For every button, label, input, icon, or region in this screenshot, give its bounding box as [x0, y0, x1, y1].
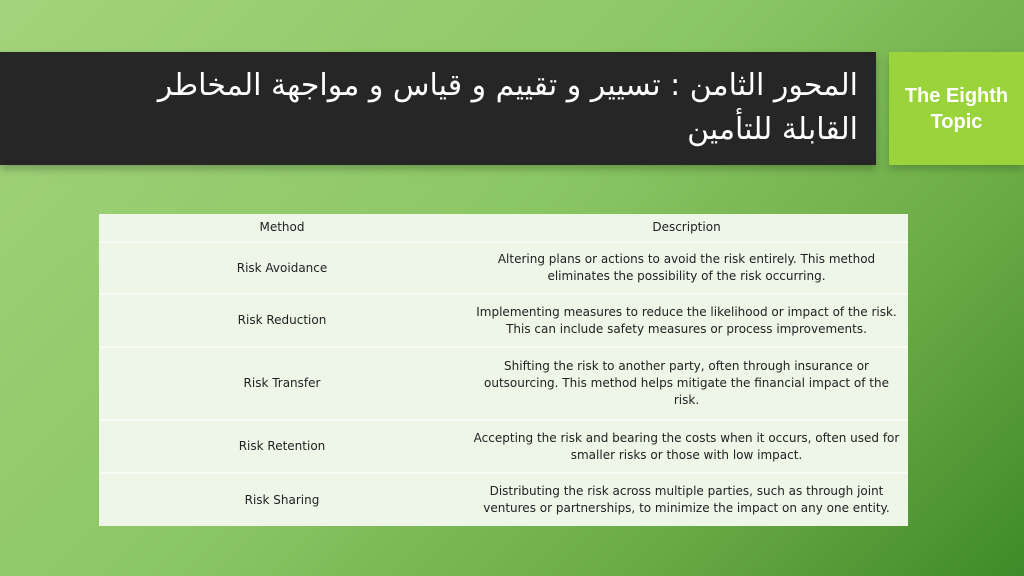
- table-row: [99, 347, 908, 420]
- risk-methods-table-container: [99, 214, 908, 526]
- table-row: [99, 242, 908, 294]
- method-cell: Risk Avoidance: [236, 260, 328, 275]
- description-cell: Shifting the risk to another party, often through insurance or outsourcing. This method helps mitigate the financial impact of the risk.: [484, 359, 889, 407]
- table-row: [99, 420, 908, 473]
- method-cell: Risk Transfer: [243, 376, 321, 390]
- column-header-description: Description: [652, 220, 721, 234]
- description-cell: Altering plans or actions to avoid the risk entirely. This method eliminates the possibility of the risk occurring.: [497, 252, 876, 283]
- topic-badge: [889, 52, 1024, 165]
- table-row: [99, 473, 908, 526]
- method-cell: Risk Sharing: [244, 492, 320, 507]
- column-header-method: Method: [259, 220, 305, 234]
- method-cell: Risk Reduction: [237, 313, 327, 327]
- risk-methods-table: [99, 214, 908, 526]
- title-bar: [0, 52, 876, 165]
- topic-label: The Eighth Topic: [904, 84, 1009, 133]
- description-cell: Accepting the risk and bearing the costs when it occurs, often used for smaller risks or those with low impact.: [473, 430, 900, 462]
- table-row: [99, 294, 908, 347]
- description-cell: Distributing the risk across multiple parties, such as through joint ventures or partnerships, to minimize the impact on any one entity.: [483, 484, 890, 515]
- table-header-row: [99, 214, 908, 242]
- slide-title: المحور الثامن : تسيير و تقييم و قياس و مواجهة المخاطر القابلة للتأمين: [157, 68, 858, 147]
- description-cell: Implementing measures to reduce the likelihood or impact of the risk. This can include safety measures or process improvements.: [476, 304, 897, 336]
- method-cell: Risk Retention: [238, 439, 326, 453]
